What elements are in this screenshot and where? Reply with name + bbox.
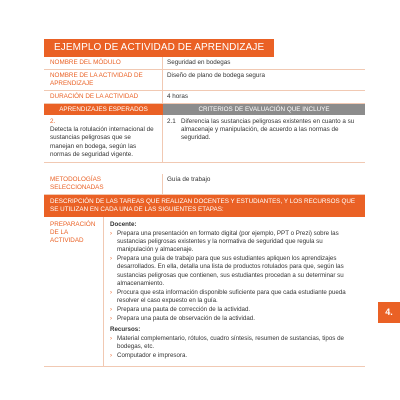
list-item-text: Prepara una pauta de corrección de la actividad. — [117, 305, 251, 313]
list-item-text: Material complementario, rótulos, cuadro síntesis, resumen de sustancias, tipos de bodegas, etc. — [117, 335, 344, 351]
activity-name-row — [44, 70, 365, 91]
methodology-value: Guía de trabajo — [167, 176, 211, 184]
header-row — [44, 104, 365, 115]
chapter-tab: 4. — [378, 302, 400, 323]
duration-value: 4 horas — [167, 93, 189, 100]
spacer — [44, 163, 365, 174]
criteria-text: Diferencia las sustancias peligrosas existentes en cuanto a su almacenaje y manipulación, de acuerdo a las normas de seguridad. — [181, 118, 355, 142]
methodology-row — [44, 174, 365, 195]
preparation-label: PREPARACIÓN DE LA ACTIVIDAD — [44, 217, 104, 366]
list-item — [110, 255, 359, 287]
list-item-text: Prepara una guía de trabajo para que sus estudiantes apliquen los aprendizajes desarrollados. En ella, detalla una lista de productos rotulados para que, según las sustancias peligrosas que contienen, sus estudiantes procedan a su determinar su almacenamiento. — [117, 255, 344, 287]
list-item-text: Prepara una pauta de observación de la actividad. — [117, 315, 255, 323]
criteria-cell — [163, 115, 365, 162]
activity-table — [44, 57, 365, 367]
list-item — [110, 315, 359, 323]
methodology-label: METODOLOGÍAS SELECCIONADAS — [44, 174, 163, 194]
bullet-icon: › — [110, 256, 112, 263]
list-item-text: Prepara una presentación en formato digital (por ejemplo, PPT o Prezi) sobre las sustancias peligrosas existentes y la normativa de seguridad que regula su manipulación y almacenaje. — [117, 230, 339, 254]
duration-row — [44, 91, 365, 104]
bullet-icon: › — [110, 353, 112, 360]
module-label: NOMBRE DEL MÓDULO — [44, 57, 163, 69]
bullet-icon: › — [110, 306, 112, 313]
list-item-text: Computador e impresora. — [117, 352, 188, 360]
module-row — [44, 57, 365, 70]
bullet-icon: › — [110, 336, 112, 343]
learning-header: APRENDIZAJES ESPERADOS — [44, 104, 163, 115]
activity-name-label: NOMBRE DE LA ACTIVIDAD DE APRENDIZAJE — [44, 70, 163, 90]
preparation-content — [104, 217, 365, 366]
page-title: EJEMPLO DE ACTIVIDAD DE APRENDIZAJE — [44, 39, 274, 57]
docente-heading: Docente: — [110, 221, 137, 229]
list-item — [110, 306, 359, 314]
learning-number: 2. — [50, 118, 56, 125]
preparation-row — [44, 217, 365, 367]
duration-label: DURACIÓN DE LA ACTIVIDAD — [44, 91, 163, 103]
list-item — [110, 352, 359, 360]
activity-name-value: Diseño de plano de bodega segura — [167, 72, 266, 79]
bullet-icon: › — [110, 316, 112, 323]
criteria-number: 2.1 — [167, 118, 176, 125]
list-item — [110, 289, 359, 305]
description-band: DESCRIPCIÓN DE LAS TAREAS QUE REALIZAN DOCENTES Y ESTUDIANTES, Y LOS RECURSOS QUE SE UTILIZAN EN CADA UNA DE LAS SIGUIENTES ETAPAS: — [44, 195, 365, 217]
criteria-header: CRITERIOS DE EVALUACIÓN QUE INCLUYE — [163, 104, 365, 115]
list-item-text: Procura que esta información disponible suficiente para que cada estudiante pueda resolver el caso expuesto en la guía. — [117, 288, 346, 304]
bullet-icon: › — [110, 231, 112, 238]
learning-criteria-row — [44, 115, 365, 163]
learning-cell — [44, 115, 163, 162]
resources-heading: Recursos: — [110, 326, 141, 334]
learning-text: Detecta la rotulación internacional de sustancias peligrosas que se manejan en bodega, según las normas de seguridad vigente. — [50, 126, 154, 158]
list-item — [110, 335, 359, 351]
module-value: Seguridad en bodegas — [167, 59, 231, 66]
list-item — [110, 230, 359, 254]
bullet-icon: › — [110, 289, 112, 296]
